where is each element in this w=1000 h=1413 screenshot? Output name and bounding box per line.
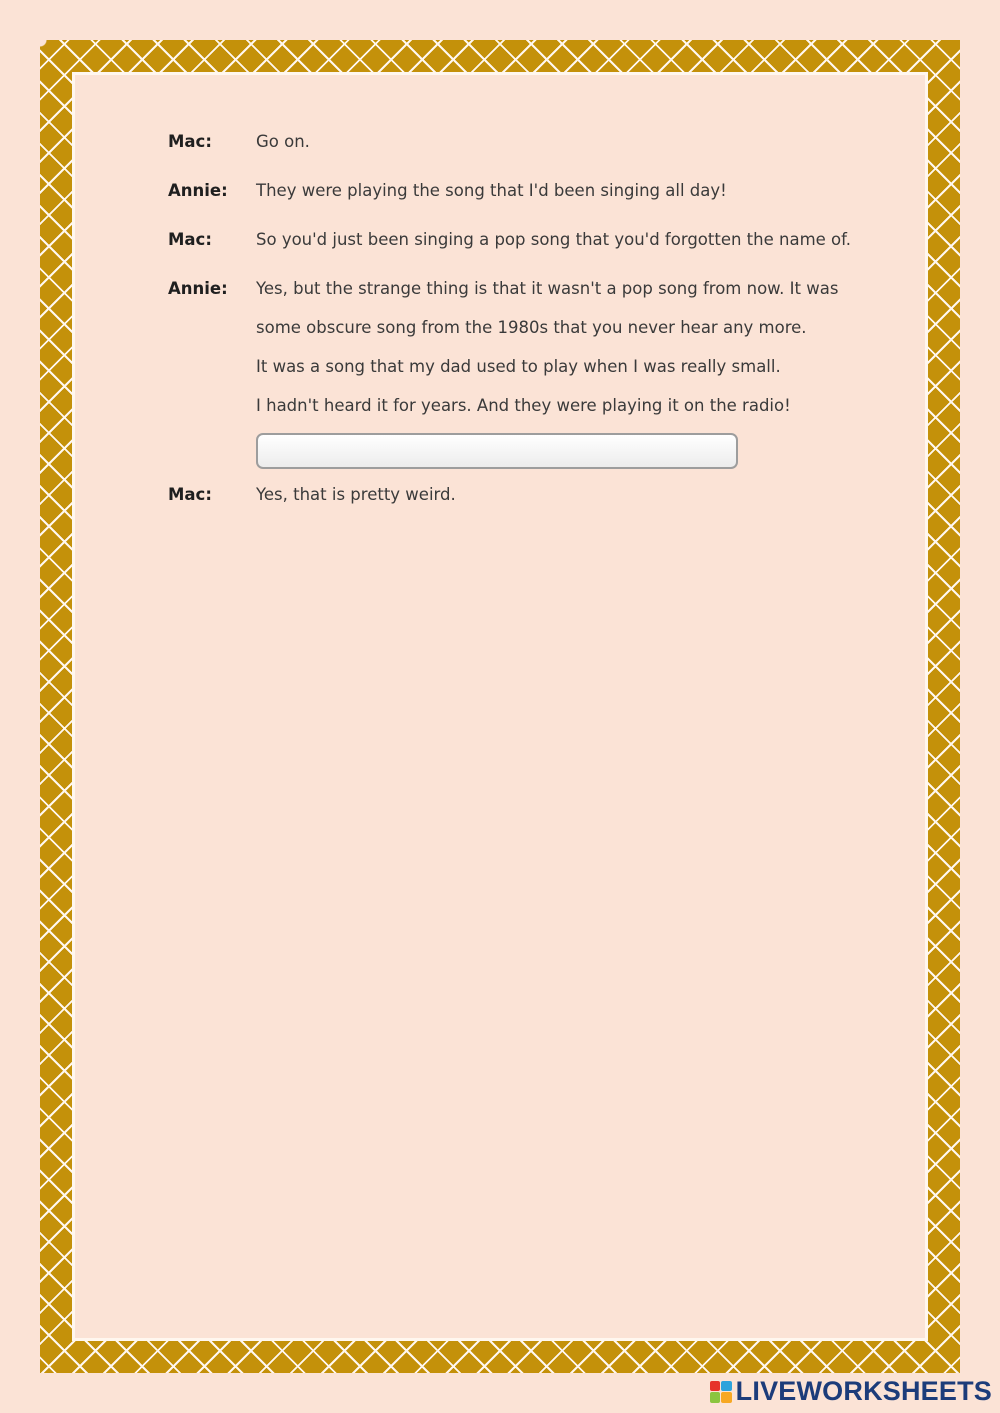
dialogue-text: It was a song that my dad used to play when I was really small.: [256, 357, 781, 376]
dialogue-line: [168, 269, 868, 475]
logo-icon: [710, 1381, 732, 1403]
dialogue-line: [168, 171, 868, 210]
dialogue-text: some obscure song from the 1980s that you never hear any more.: [256, 318, 807, 337]
answer-input[interactable]: [256, 433, 738, 469]
speaker-label: Annie:: [168, 279, 228, 298]
speaker-label: Mac:: [168, 132, 212, 151]
dialogue-text-block: [256, 269, 838, 475]
dialogue-line: [168, 475, 868, 514]
speaker-label: Mac:: [168, 485, 212, 504]
liveworksheets-logo[interactable]: [710, 1376, 992, 1407]
speaker-label: Mac:: [168, 230, 212, 249]
speaker-label: Annie:: [168, 181, 228, 200]
dialogue-line: [168, 220, 868, 259]
dialogue: [168, 122, 868, 514]
dialogue-text: I hadn't heard it for years. And they were playing it on the radio!: [256, 396, 791, 415]
dialogue-text: Yes, that is pretty weird.: [256, 485, 456, 504]
dialogue-text: Go on.: [256, 132, 310, 151]
dialogue-text: They were playing the song that I'd been singing all day!: [256, 181, 727, 200]
logo-text: LIVEWORKSHEETS: [735, 1376, 992, 1406]
dialogue-text: Yes, but the strange thing is that it wasn't a pop song from now. It was: [256, 279, 839, 298]
dialogue-line: [168, 122, 868, 161]
dialogue-text: So you'd just been singing a pop song that you'd forgotten the name of.: [256, 230, 851, 249]
